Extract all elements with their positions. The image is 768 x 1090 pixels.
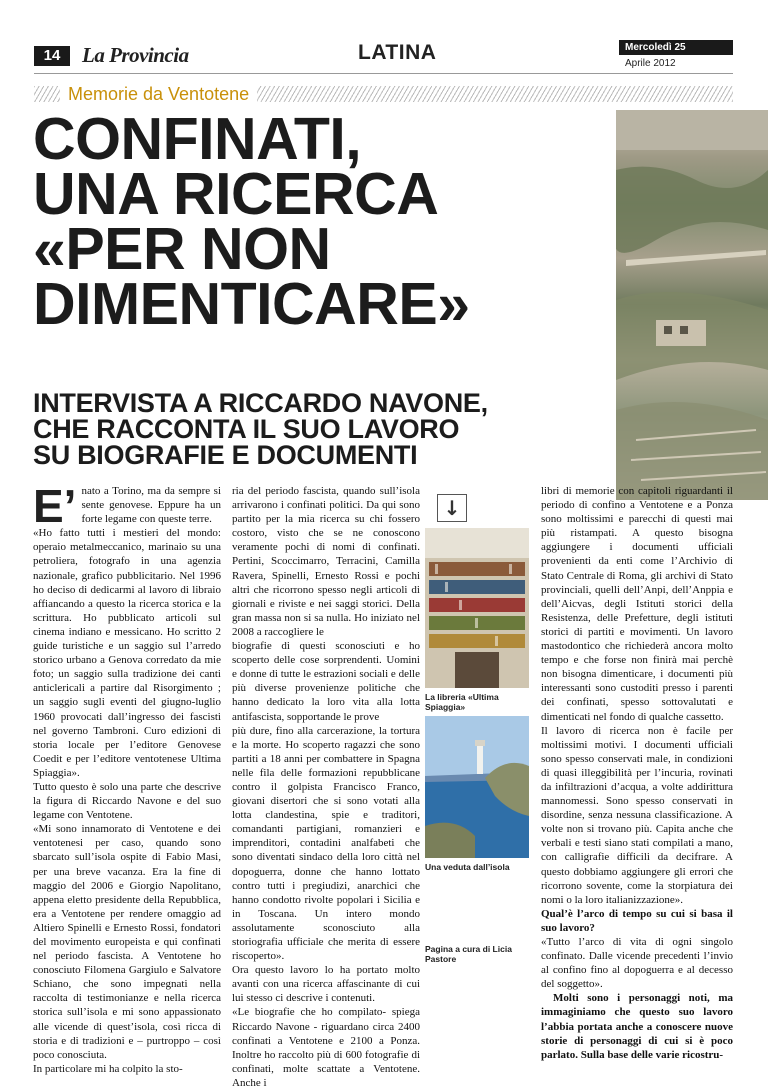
arrow-down-icon: ↓ [437,494,467,522]
bookshop-photo [425,528,529,688]
issue-day: Mercoledì 25 [619,40,733,55]
kicker: Memorie da Ventotene [60,84,257,104]
paragraph: nato a Torino, ma da sempre si sente genovese. Eppure ha un forte legame con queste terre. [81,485,221,526]
drop-cap: E’ [33,480,77,532]
headline-line-4: DIMENTICARE» [33,271,470,337]
paragraph: libri di memorie con capitoli riguardanti il periodo di confino a Ventotene e a Ponza sono moltissimi e parecchi di questi mai più ristampati. A questo bisogna aggiungere i documenti ufficiali provenienti da enti come l’Archivio di Stato Centrale di Roma, gli archivi di Stato provinciali, quelli dell’Anpi, dell’Anppia e dell’Aicvas, degli Istituti storici della Resistenza, delle Prefetture, degli istituti storici di partiti e movimenti. Un lavoro mastodontico che richiederà ancora molto tempo e che forse non finirà mai perchè non bisogna dimenticare, i documenti più interessanti sono custoditi presso i parenti dei confinati, spesso sottovalutati e dimenticati nel fondo di qualche cassetto. [541,485,733,723]
subheadline [33,390,763,468]
paragraph: «Ho fatto tutti i mestieri del mondo: operaio metalmeccanico, marinaio su una petroliera, fotografo in una agenzia nazionale, grafico pubblicitario. Nel 1996 ho deciso di dedicarmi al lavoro di libraio affiancando a questo la ricerca storica e la scrittura. Ho pubblicato articoli sul cinema indiano e messicano. Ho scritto 2 guide turistiche e un saggio sul l’arredo storico urbano a Genova corredato da mie foto; un saggio sulla tradizione dei canti anticlericali a partire dal Risorgimento ; un saggio sugli eventi del giugno-luglio 1960 provocati dall’ingresso dei fascisti nel governo Tambroni. Curo edizioni di storia locale per l’editore Genovese Coedit e per l’editore ventotenese Ultima Spiaggia». [33,527,221,779]
interview-question: Molti sono i personaggi noti, ma immaginiamo che questo suo lavoro l’abbia portata anche a conoscere nuove storie di personaggi di cui si è poco parlato. Sulla base delle varie ricostru- [541,992,733,1061]
paragraph: Il lavoro di ricerca non è facile per moltissimi motivi. I documenti ufficiali sono spesso conservati male, in condizioni di quasi illeggibilità per l’incuria, rovinati da infiltrazioni d’acqua, a volte addirittura mannomessi. Sono spesso conservati in disordine, senza nessuna classificazione. A volte non si trovano più. Capita anche che verbali e testi siano stati compilati a mano, con calligrafie difficili da decifrare. A questo dobbiamo aggiungere gli errori che ricorrono sovente, come la storpiatura dei nomi o la loro italianizzazione». [541,724,733,906]
paragraph: «Le biografie che ho compilato- spiega Riccardo Navone - riguardano circa 2400 confinati a Ventotene e 2100 a Ponza. Inoltre ho raccolto più di 600 fotografie di confinati, molte scattate a Ventotene. Anche i [232,1006,420,1089]
paragraph: In particolare mi ha colpito la sto- [33,1062,183,1075]
paragraph: ria del periodo fascista, quando sull’isola arrivarono i confinati politici. Da qui sono partito per la mia ricerca su chi fossero costoro, visto che se ne conoscono veramente pochi di nomi di confinati. Pertini, Scoccimarro, Terracini, Camilla Ravera, Spinelli, Ernesto Rossi e pochi altri che ricorrono spesso negli articoli di giornali e riviste e nei saggi storici. Della gran massa non si sa nulla. Ho iniziato nel 2008 a raccogliere le [232,485,420,638]
caption-bookshop: La libreria «Ultima Spiaggia» [425,692,499,712]
island-view-photo [425,716,529,858]
paragraph: più dure, fino alla carcerazione, la tortura e la morte. Ho scoperto ragazzi che sono partiti a 18 anni per combattere in Spagna nelle fila delle formazioni repubblicane contro il golpista Francisco Franco, giovani disertori che si sono votati alla lotta clandestina, spie e traditori, comandanti partigiani, romanzieri e imprenditori, contadini analfabeti che sono diventati sindaco della loro città nel dopoguerra, donne che hanno lottato contro tutti i pregiudizi, anarchici che hanno condotto rivolte popolari i Sicilia e in Toscana. Un intero mondo assolutamente sconosciuto alla storiografia ufficiale che merita di essere riscoperto». [232,724,420,963]
paragraph: Ora questo lavoro lo ha portato molto avanti con una ricerca affascinante di cui lui stesso ci descrive i contenuti. [232,964,420,1005]
headline [33,106,623,337]
page-credit: Pagina a cura di Licia Pastore [425,944,512,964]
subhead-line-3: SU BIOGRAFIE E DOCUMENTI [33,440,418,470]
caption-island-view: Una veduta dall’isola [425,862,510,872]
newspaper-logo: La Provincia [82,43,189,67]
paragraph: biografie di questi sconosciuti e ho scoperto delle cose sorprendenti. Uomini e donne di tutte le estrazioni sociali e delle più diverse provenienze politiche che hanno dedicato la loro vita alla lotta antifascista, sopportande le prove [232,640,420,723]
issue-month-year: Aprile 2012 [625,58,676,69]
interview-question: Qual’è l’arco di tempo su cui si basa il suo lavoro? [541,907,733,934]
article-column-2 [232,484,420,1090]
paragraph: Tutto questo è solo una parte che descrive la figura di Riccardo Navone e del suo legame con Ventotene. [33,780,221,822]
paragraph: «Mi sono innamorato di Ventotene e dei ventotenesi per caso, quando sono sbarcato sull’isola ospite di Fabio Masi, per una breve vacanza. Era la fine di maggio del 2006 e Giorgio Napolitano, appena eletto presidente della Repubblica, era a Ventotene per rendere omaggio ad Altiero Spinelli e Ernesto Rossi, fondatori del movimento europeista e qui confinati nel periodo fascista. A Ventotene ho conosciuto Filomena Gargiulo e Salvatore Schiano, che sono impegnati nella raccolta di testimonianze e nella ricerca storica sull’isola e mi sono appassionato alle vicende di quest’isola, così ricca di storia e di tradizioni e – purtroppo – così poco conosciuta. [33,823,221,1061]
page-number: 14 [34,46,70,66]
headline-line-3: «PER NON [33,216,331,282]
article-column-1 [33,480,221,1076]
paragraph: «Tutto l’arco di vita di ogni singolo confinato. Dalle vicende precedenti l’invio al confino fino al dopoguerra e al decesso del soggetto». [541,936,733,991]
headline-line-1: CONFINATI, [33,106,362,172]
section-title: LATINA [358,41,437,64]
subhead-line-2: CHE RACCONTA IL SUO LAVORO [33,414,460,444]
article-column-4 [541,484,733,1062]
subhead-line-1: INTERVISTA A RICCARDO NAVONE, [33,388,488,418]
headline-line-2: UNA RICERCA [33,161,439,227]
header-divider [34,73,733,74]
